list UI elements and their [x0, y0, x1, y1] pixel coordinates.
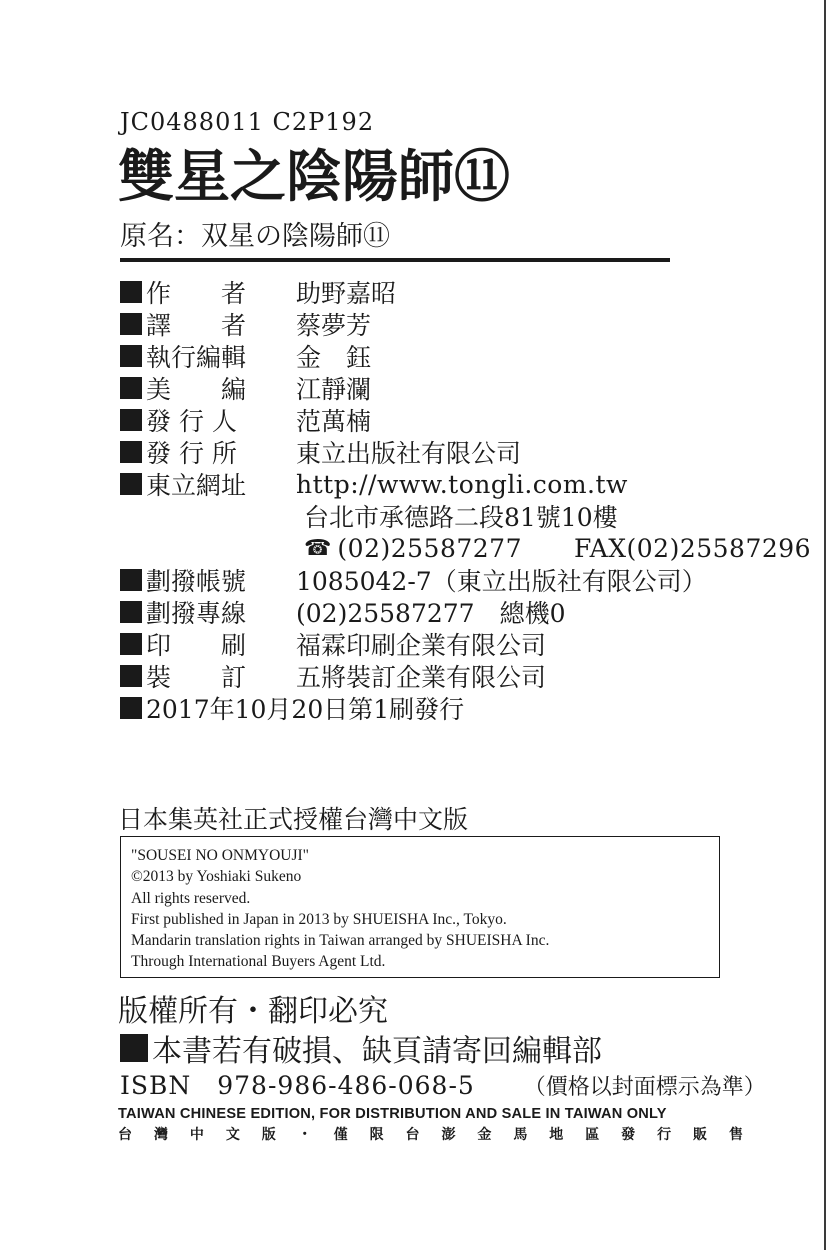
credit-label: 裝 訂 — [146, 663, 247, 692]
credit-label: 印 刷 — [146, 631, 247, 660]
distribution-char: 版 — [261, 1127, 276, 1143]
credit-value: 蔡夢芳 — [296, 311, 372, 340]
copyright-line: First published in Japan in 2013 by SHUEISHA Inc., Tokyo. — [131, 910, 507, 928]
distribution-char: 售 — [728, 1127, 743, 1143]
credit-label: 譯 者 — [146, 311, 247, 340]
credit-label: 劃撥專線 — [146, 599, 247, 628]
original-title: 原名：双星の陰陽師⑪ — [120, 221, 390, 252]
credit-row — [120, 308, 810, 340]
distribution-char: 販 — [693, 1127, 707, 1143]
bullet-square-icon — [120, 569, 142, 591]
publication-date-row — [120, 692, 810, 724]
credit-label: 發 行 人 — [146, 407, 237, 436]
bullet-square-icon — [120, 697, 142, 719]
distribution-notice-zh — [118, 1124, 743, 1144]
credit-row — [120, 596, 810, 628]
credit-row — [120, 628, 810, 660]
credits-block — [120, 276, 810, 724]
credit-row — [120, 276, 810, 308]
credit-value: 助野嘉昭 — [296, 279, 397, 308]
distribution-char: 發 — [621, 1127, 636, 1143]
copyright-line: Mandarin translation rights in Taiwan arranged by SHUEISHA Inc. — [131, 932, 550, 950]
copyright-line: All rights reserved. — [131, 889, 251, 907]
bullet-square-icon — [120, 633, 142, 655]
catalog-code: JC0488011 C2P192 — [120, 108, 375, 136]
price-note: （價格以封面標示為準） — [523, 1075, 766, 1100]
copyright-box — [120, 836, 720, 978]
credit-row — [120, 340, 810, 372]
phone-row — [120, 532, 810, 564]
credit-value: (02)25587277 總機0 — [296, 599, 566, 628]
credit-value: 五將裝訂企業有限公司 — [296, 663, 547, 692]
distribution-char: 馬 — [513, 1127, 528, 1143]
license-statement: 日本集英社正式授權台灣中文版 — [118, 805, 469, 834]
defect-notice-row — [120, 1026, 602, 1070]
distribution-char: 限 — [369, 1127, 384, 1143]
rights-reserved: 版權所有・翻印必究 — [118, 994, 388, 1029]
credit-value: 東立出版社有限公司 — [296, 439, 522, 468]
credit-row — [120, 436, 810, 468]
distribution-char: 澎 — [441, 1127, 456, 1143]
credit-value: 江靜瀾 — [296, 375, 372, 404]
defect-notice: 本書若有破損、缺頁請寄回編輯部 — [152, 1034, 602, 1069]
credit-label: 作 者 — [146, 279, 247, 308]
address-row — [120, 500, 810, 532]
fax-number: FAX(02)25587296 — [573, 533, 812, 563]
credit-label: 東立網址 — [146, 471, 247, 500]
distribution-char: 中 — [189, 1127, 204, 1143]
isbn-row — [120, 1066, 766, 1102]
credit-value: 范萬楠 — [296, 407, 372, 436]
distribution-char: 台 — [405, 1127, 420, 1143]
publication-date: 2017年10月20日第1刷發行 — [146, 695, 465, 724]
bullet-square-icon — [120, 441, 142, 463]
credit-label: 發 行 所 — [146, 439, 237, 468]
book-title: 雙星之陰陽師⑪ — [118, 144, 510, 210]
page-edge-rule — [824, 0, 826, 1250]
distribution-char: 僅 — [333, 1127, 348, 1143]
credit-value: 福霖印刷企業有限公司 — [296, 631, 547, 660]
credit-row — [120, 468, 810, 500]
bullet-square-icon — [120, 473, 142, 495]
distribution-char: 行 — [657, 1127, 672, 1143]
bullet-square-icon — [120, 601, 142, 623]
distribution-char: 區 — [585, 1127, 600, 1143]
phone-number: (02)25587277 — [337, 533, 522, 563]
credit-value: 金 鈺 — [296, 343, 372, 372]
credit-value: 1085042-7（東立出版社有限公司） — [296, 567, 707, 596]
distribution-char: 灣 — [153, 1127, 168, 1143]
distribution-char: 地 — [549, 1127, 564, 1143]
website-url: http://www.tongli.com.tw — [296, 469, 628, 499]
copyright-line: Through International Buyers Agent Ltd. — [131, 953, 386, 971]
credit-label: 劃撥帳號 — [146, 567, 247, 596]
copyright-line: ©2013 by Yoshiaki Sukeno — [131, 868, 302, 886]
bullet-square-icon — [120, 409, 142, 431]
credit-label: 執行編輯 — [146, 343, 247, 372]
bullet-square-icon — [120, 665, 142, 687]
copyright-line: "SOUSEI NO ONMYOUJI" — [131, 847, 309, 864]
credit-label: 美 編 — [146, 375, 247, 404]
bullet-square-icon — [120, 281, 142, 303]
credit-row — [120, 564, 810, 596]
distribution-notice-en: TAIWAN CHINESE EDITION, FOR DISTRIBUTION AND SALE IN TAIWAN ONLY — [118, 1106, 667, 1122]
bullet-square-icon — [120, 313, 142, 335]
bullet-square-icon — [120, 1034, 148, 1062]
telephone-icon: ☎ — [304, 535, 332, 561]
distribution-char: 文 — [225, 1127, 240, 1143]
credit-row — [120, 660, 810, 692]
bullet-square-icon — [120, 345, 142, 367]
address: 台北市承德路二段81號10樓 — [304, 503, 618, 532]
bullet-square-icon — [120, 377, 142, 399]
distribution-char: 台 — [118, 1127, 132, 1143]
isbn: ISBN 978-986-486-068-5 — [120, 1071, 475, 1100]
title-divider — [120, 258, 670, 262]
distribution-char: ・ — [297, 1127, 312, 1143]
credit-row — [120, 372, 810, 404]
credit-row — [120, 404, 810, 436]
distribution-char: 金 — [477, 1127, 492, 1143]
